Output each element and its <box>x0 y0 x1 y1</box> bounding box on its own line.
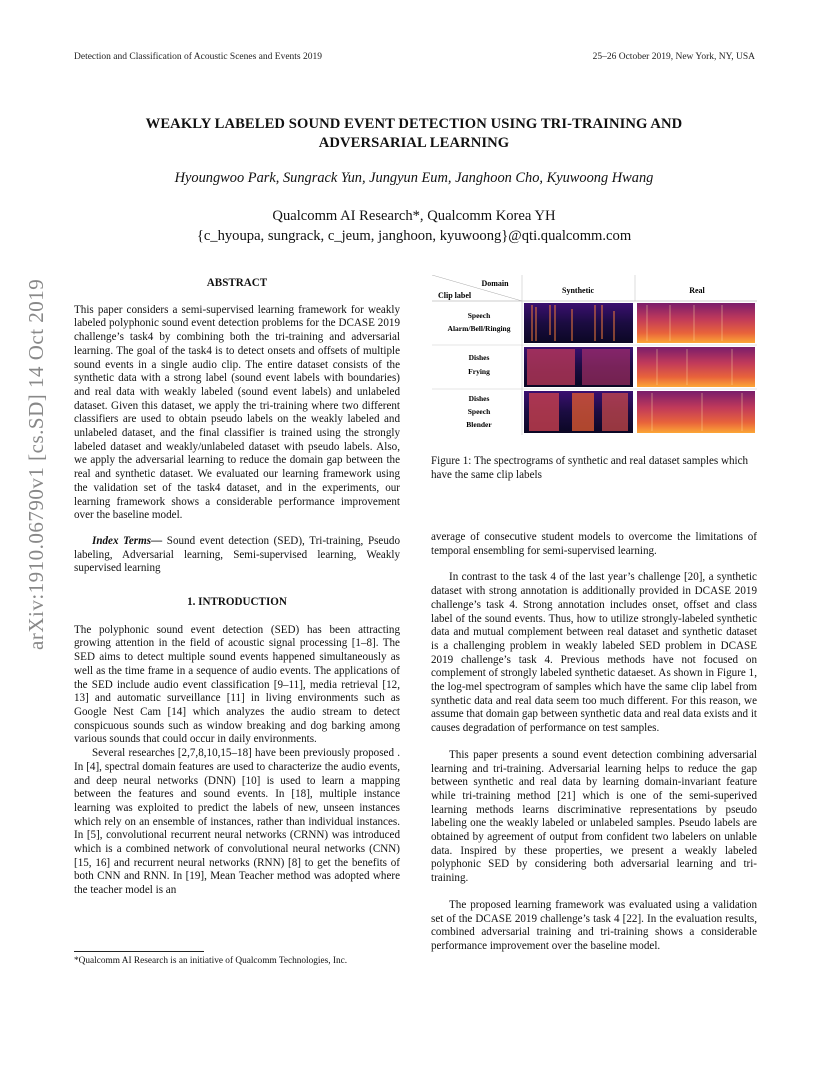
spectrogram-grid <box>432 275 757 435</box>
column-header-real: Real <box>689 286 705 295</box>
synthetic-spectrograms <box>524 303 633 433</box>
row3-label-3: Blender <box>466 420 492 429</box>
intro-paragraph-2: Several researches [2,7,8,10,15–18] have been previously proposed . In [4], spectral domain features are used to characterize the audio events, and deep neural networks (DNN) [10] is used to learn a mapping between the features and sound events. In [18], multiple instance learning was exploited to predict the labels of new, unseen instances which rely on an ensemble of instances, rather than individual instances. In [5], convolutional recurrent neural networks (CRNN) was introduced which is a combined network of convolutional neural networks (CNN) [15, 16] and recurrent neural networks (RNN) [8] to get the benefits of both CNN and RNN. In [19], Mean Teacher method was adopted where the teacher model is an <box>74 747 400 897</box>
footnote-rule <box>74 951 204 952</box>
row3-label-2: Speech <box>467 407 491 416</box>
left-column <box>74 277 400 898</box>
running-header-right: 25–26 October 2019, New York, NY, USA <box>592 52 755 62</box>
affiliation-block <box>74 206 754 246</box>
email-list: {c_hyoupa, sungrack, c_jeum, janghoon, kyuwoong}@qti.qualcomm.com <box>196 228 632 244</box>
corner-cliplabel-label: Clip label <box>438 291 472 300</box>
right-paragraph-0: average of consecutive student models to overcome the limitations of temporal ensembling for semi-supervised learning. <box>431 531 757 557</box>
abstract-heading: ABSTRACT <box>206 277 268 289</box>
row3-label-1: Dishes <box>468 394 490 403</box>
index-terms-text: Sound event detection (SED), Tri-training, Pseudo labeling, Adversarial learning, Semi-supervised learning, Weakly supervised learning <box>74 534 400 575</box>
abstract-text: This paper considers a semi-supervised learning framework for weakly labeled polyphonic sound event detection problems for the DCASE 2019 challenge’s task4 by combining both the tri-training and adversarial learning. The goal of the task4 is to detect onsets and offsets of multiple sound events in a single audio clip. The entire dataset consists of the synthetic data with a strong label (sound event labels with boundaries) and real data with weakly labeled (sound event labels) and unlabeled dataset. Given this dataset, we apply the tri-training where two different classifiers are used to obtain pseudo labels on the weakly labeled and unlabeled dataset, and the final classifier is trained using the strongly labeled dataset and weakly/unlabeled dataset with pseudo labels. Also, we apply the adversarial learning to reduce the domain gap between the real and synthetic dataset. We evaluated our learning framework using the validation set of the task4 dataset, and in the experiments, our learning framework shows a considerable performance improvement over the baseline model. <box>74 303 400 522</box>
real-spectrograms <box>637 303 755 433</box>
affiliation: Qualcomm AI Research*, Qualcomm Korea YH <box>272 208 556 224</box>
spectrogram-figure <box>432 275 757 435</box>
arxiv-stamp: arXiv:1910.06790v1 [cs.SD] 14 Oct 2019 <box>24 278 48 650</box>
running-header-left: Detection and Classification of Acoustic Scenes and Events 2019 <box>74 52 322 62</box>
right-paragraph-3: The proposed learning framework was evaluated using a validation set of the DCASE 2019 challenge’s task 4 [22]. In the evaluation results, combined adversarial training and tri-training shows a considerable performance improvement over the baseline model. <box>431 898 757 952</box>
column-header-synthetic: Synthetic <box>562 286 594 295</box>
paper-title <box>100 115 728 153</box>
title-line-2: ADVERSARIAL LEARNING <box>318 135 510 151</box>
figure-caption: Figure 1: The spectrograms of synthetic and real dataset samples which have the same clip labels <box>431 455 749 481</box>
index-terms <box>74 535 400 576</box>
intro-heading: 1. INTRODUCTION <box>187 596 287 609</box>
row2-label-2: Frying <box>468 367 490 376</box>
title-line-1: WEAKLY LABELED SOUND EVENT DETECTION USING TRI-TRAINING AND <box>145 116 683 132</box>
corner-domain-label: Domain <box>481 279 509 288</box>
footnote: *Qualcomm AI Research is an initiative of Qualcomm Technologies, Inc. <box>74 956 348 966</box>
author-list: Hyoungwoo Park, Sungrack Yun, Jungyun Eum, Janghoon Cho, Kyuwoong Hwang <box>174 170 654 186</box>
index-terms-label: Index Terms— <box>92 534 163 547</box>
intro-paragraph-1: The polyphonic sound event detection (SED) has been attracting growing attention in the field of acoustic signal processing [1–8]. The SED aims to detect multiple sound events happened simultaneously as well as the time frame in a sequence of audio events. The applications of the SED include audio event classification [9–11], media retrieval [12, 13] and automatic surveillance [11] in living environments such as Google Nest Cam [14] which analyzes the audio stream to detect conspicuous sounds such as window breaking and dog barking among various sounds that could occur in daily environments. <box>74 623 400 746</box>
right-paragraph-2: This paper presents a sound event detection combining adversarial learning and tri-training. Adversarial learning helps to reduce the gap between synthetic and real data by learning domain-invariant feature while tri-training method [21] which is one of the semi-superived learning methods learns discriminative representations by pseudo labeling one the weakly labeled or unlabeled samples. Pseudo labels are obtained by agreement of output from confident two labelers on unlable data. Inspired by these properties, we present a weakly labeled polyphonic SED by considering both adversarial learning and tri-training. <box>431 748 757 885</box>
row2-label-1: Dishes <box>468 353 490 362</box>
row1-label-2: Alarm/Bell/Ringing <box>447 324 511 333</box>
right-paragraph-1: In contrast to the task 4 of the last year’s challenge [20], a synthetic dataset with strong annotation is additionally provided in DCASE 2019 challenge’s task 4. Strong annotation includes onset, offset and class label of the sound events. Thus, how to utilize strongly-labeled synthetic data and mutual complement between real dataset and synthetic dataset is a challenging problem in weakly labeled SED problem in DCASE 2019 challenge’s task 4. Previous methods have not focused on complement of strongly labeled synthetic dataeset. As shown in Figure 1, the log-mel spectrogram of samples which have the same clip label from synthetic data and real data seem too much different. For this reason, we assume that domain gap between synthetic data and real data exists and it causes degradation of performance on test samples. <box>431 571 757 735</box>
right-column <box>431 531 757 954</box>
row1-label-1: Speech <box>467 311 491 320</box>
